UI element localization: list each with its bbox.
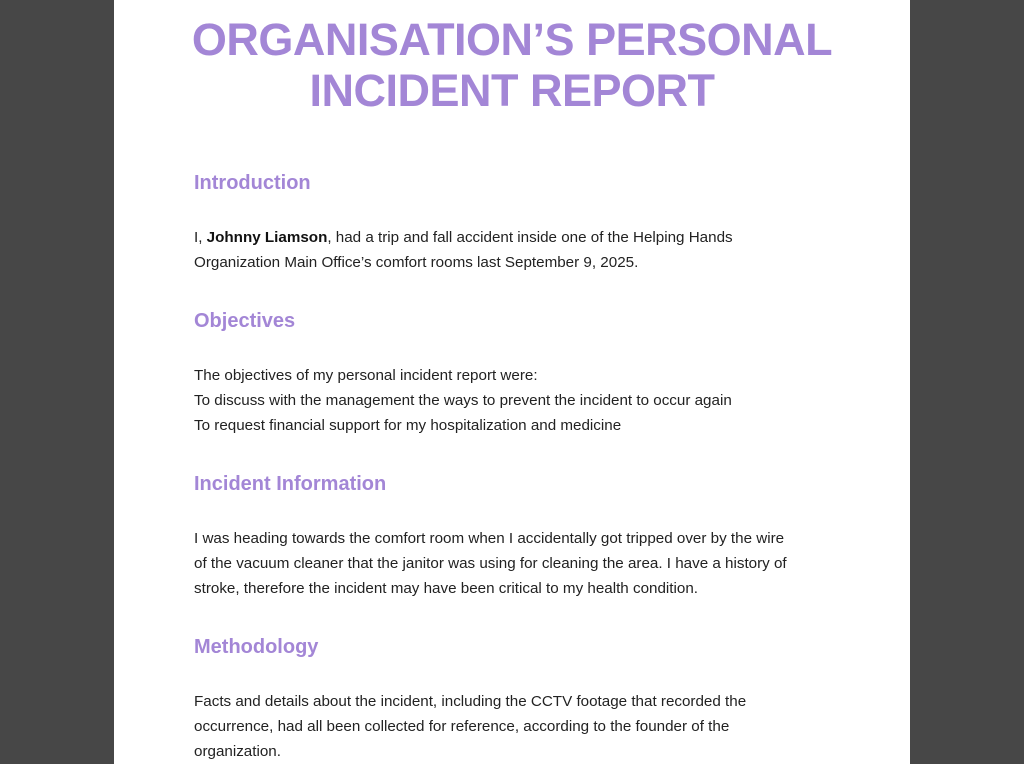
document-page	[114, 0, 910, 764]
methodology-line-2: occurrence, had all been collected for reference, according to the founder of the	[194, 718, 730, 735]
methodology-line-3: organization.	[194, 743, 281, 760]
methodology-paragraph	[194, 689, 834, 764]
title-line-1: ORGANISATION’S PERSONAL	[191, 14, 833, 65]
intro-after-name: , had a trip and fall accident inside one of the Helping Hands	[327, 229, 733, 246]
reporter-name: Johnny Liamson	[206, 229, 328, 246]
introduction-line-2: Organization Main Office’s comfort rooms last September 9, 2025.	[194, 254, 639, 271]
intro-prefix: I,	[194, 229, 207, 246]
methodology-line-1: Facts and details about the incident, including the CCTV footage that recorded the	[194, 693, 747, 710]
objectives-line-3: To request financial support for my hospitalization and medicine	[194, 417, 622, 434]
incident-information-paragraph	[194, 526, 834, 601]
methodology-heading: Methodology	[194, 636, 319, 658]
introduction-line-1	[194, 225, 834, 250]
incident-line-3: stroke, therefore the incident may have been critical to my health condition.	[194, 580, 698, 597]
objectives-paragraph	[194, 363, 834, 438]
objectives-line-2: To discuss with the management the ways to prevent the incident to occur again	[194, 392, 732, 409]
incident-information-heading: Incident Information	[194, 473, 387, 495]
title-line-2: INCIDENT REPORT	[309, 65, 715, 116]
incident-line-1: I was heading towards the comfort room when I accidentally got tripped over by the wire	[194, 530, 785, 547]
introduction-heading: Introduction	[194, 172, 311, 194]
incident-line-2: of the vacuum cleaner that the janitor was using for cleaning the area. I have a history of	[194, 555, 787, 572]
document-title	[114, 14, 910, 116]
objectives-line-1: The objectives of my personal incident report were:	[194, 367, 538, 384]
introduction-paragraph	[194, 225, 834, 275]
objectives-heading: Objectives	[194, 310, 296, 332]
